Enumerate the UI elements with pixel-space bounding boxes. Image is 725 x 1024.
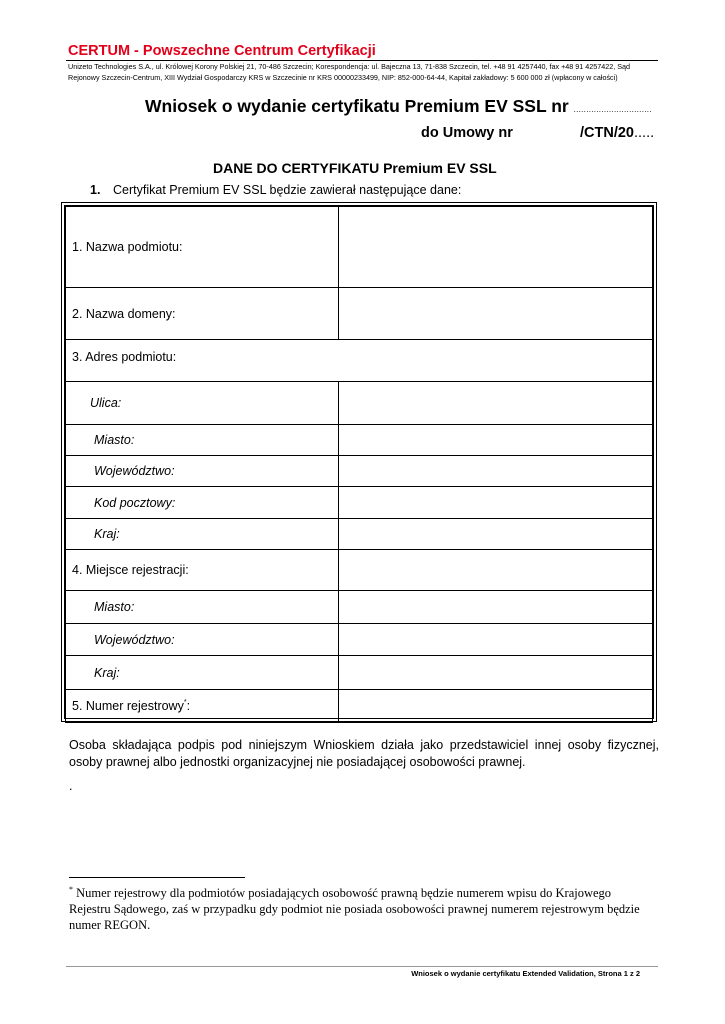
form-label: Ulica: [66,382,339,425]
form-row-street [66,382,653,425]
form-label: 4. Miejsce rejestracji: [66,550,339,591]
item-text: Certyfikat Premium EV SSL będzie zawierał następujące dane: [113,183,462,197]
city-field[interactable] [338,425,652,456]
item-number: 1. [90,183,101,197]
form-row-voivodeship [66,456,653,487]
form-row-reg-country [66,656,653,690]
stray-dot: . [69,779,73,793]
brand-name: CERTUM - Powszechne Centrum Certyfikacji [68,43,376,59]
form-row-country [66,519,653,550]
domain-name-field[interactable] [338,288,652,340]
country-field[interactable] [338,519,652,550]
header-divider [66,60,658,61]
form-label: Miasto: [66,425,339,456]
reg-country-field[interactable] [338,656,652,690]
registration-place-field[interactable] [338,550,652,591]
form-row-registry-number [66,690,653,723]
street-field[interactable] [338,382,652,425]
footnote-mark: * [69,885,73,894]
title-number-blank[interactable]: ............................... [573,105,652,114]
form-label: 2. Nazwa domeny: [66,288,339,340]
form-row-entity-name [66,207,653,288]
reg-city-field[interactable] [338,591,652,624]
form-label: 3. Adres podmiotu: [66,340,653,382]
postal-code-field[interactable] [338,487,652,519]
form-label: 1. Nazwa podmiotu: [66,207,339,288]
registry-colon: : [186,699,191,713]
footnote-text: Numer rejestrowy dla podmiotów posiadających osobowość prawną będzie numerem wpisu do Krajowego Rejestru Sądowego, zaś w przypadku gdy podmiot nie posiada osobowości prawnej numerem rejestrowym będzie numer REGON. [69,886,640,932]
form-label [66,690,339,723]
company-address: Unizeto Technologies S.A., ul. Królowej Korony Polskiej 21, 70-486 Szczecin; Korespondencja: ul. Bajeczna 13, 71-838 Szczecin, tel. +48 91 4257440, fax +48 91 4257422, Sąd Rejonowy Szczecin-Centrum, XIII Wydział Gospodarczy KRS w Szczecinie nr KRS 00000233499, NIP: 852-000-64-44, Kapitał zakładowy: 5 600 000 zł (wpłacony w całości) [68,62,631,82]
page-footer: Wniosek o wydanie certyfikatu Extended Validation, Strona 1 z 2 [411,969,640,978]
footnote-marker: * [183,699,187,706]
representative-statement: Osoba składająca podpis pod niniejszym Wnioskiem działa jako przedstawiciel innej osoby fizycznej, osoby prawnej albo jednostki organizacyjnej nie posiadającej osobowości prawnej. [69,738,659,769]
form-row-reg-city [66,591,653,624]
voivodeship-field[interactable] [338,456,652,487]
form-row-city [66,425,653,456]
registry-number-label: 5. Numer rejestrowy [72,699,184,713]
contract-suffix: /CTN/20 [580,125,634,141]
form-label: Kod pocztowy: [66,487,339,519]
title-text: Wniosek o wydanie certyfikatu Premium EV SSL nr [145,96,569,116]
form-row-registration-place [66,550,653,591]
form-row-postal-code [66,487,653,519]
entity-name-field[interactable] [338,207,652,288]
contract-label: do Umowy nr [421,125,513,141]
contract-year-blank[interactable]: ..... [634,125,655,141]
form-label: Województwo: [66,456,339,487]
reg-voivodeship-field[interactable] [338,624,652,656]
contract-number-field[interactable] [580,125,654,141]
footnote [69,882,649,933]
footnote-divider [69,877,245,878]
form-table [65,206,653,723]
form-label: Kraj: [66,519,339,550]
form-row-domain-name [66,288,653,340]
form-row-reg-voivodeship [66,624,653,656]
footer-divider [66,966,658,967]
certificate-data-form [61,202,657,722]
form-label: Miasto: [66,591,339,624]
section-title: DANE DO CERTYFIKATU Premium EV SSL [213,160,497,176]
page-title [145,96,652,117]
form-label: Województwo: [66,624,339,656]
form-row-address-header [66,340,653,382]
form-label: Kraj: [66,656,339,690]
registry-number-field[interactable] [338,690,652,723]
